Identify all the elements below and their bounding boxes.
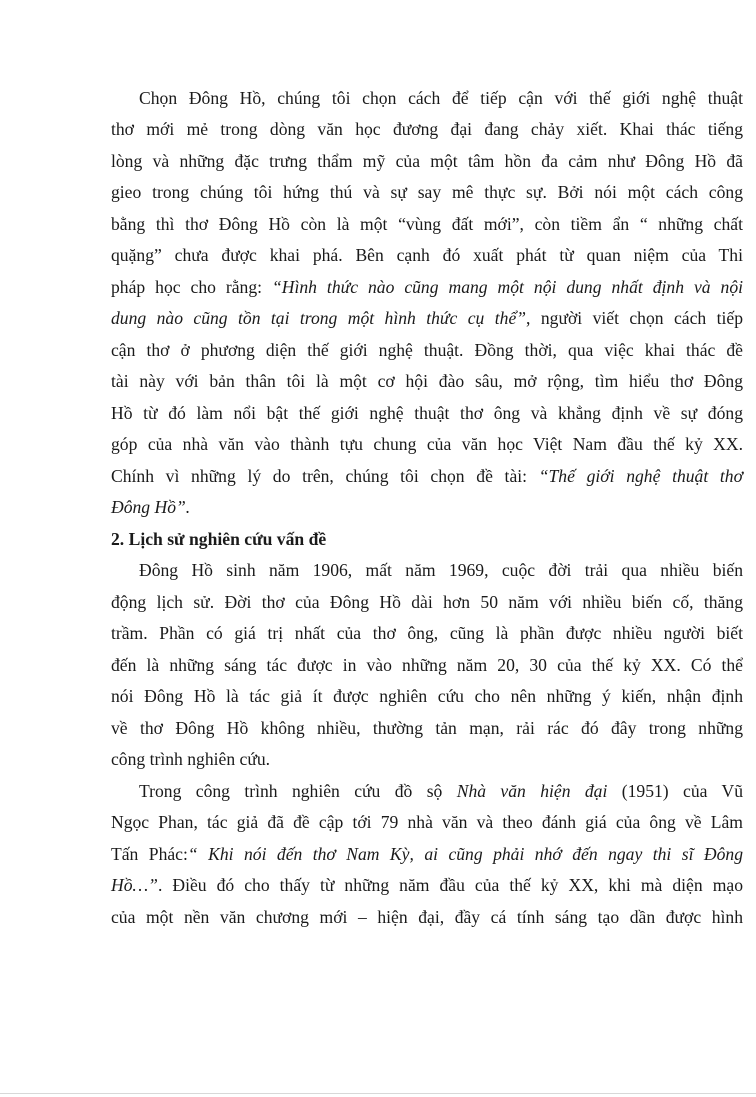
text-line: đến là những sáng tác được in vào những năm 20, 30 của thế kỷ XX. Có thể xyxy=(111,655,743,675)
text-line xyxy=(111,874,743,896)
text-run: pháp học cho rằng: xyxy=(111,277,272,297)
text-line: Đông Hồ sinh năm 1906, mất năm 1969, cuộc đời trải qua nhiều biến xyxy=(139,560,743,580)
italic-quote: dung nào cũng tồn tại trong một hình thức cụ thể” xyxy=(111,308,527,328)
text-line: gieo trong chúng tôi hứng thú và sự say mê thực sự. Bởi nói một cách công xyxy=(111,182,743,202)
text-line: động lịch sử. Đời thơ của Đông Hồ dài hơn 50 năm với nhiều biến cố, thăng xyxy=(111,592,743,612)
text-line xyxy=(111,843,743,865)
text-line: công trình nghiên cứu. xyxy=(111,749,271,769)
text-run: Tấn Phác: xyxy=(111,844,188,864)
text-line xyxy=(139,780,743,802)
text-line xyxy=(111,276,743,298)
section-heading: 2. Lịch sử nghiên cứu vấn đề xyxy=(111,529,327,549)
text-line: Hồ từ đó làm nổi bật thế giới nghệ thuật thơ ông và khẳng định về sự đóng xyxy=(111,403,743,423)
text-line: về thơ Đông Hồ không nhiều, thường tản mạn, rải rác đó đây trong những xyxy=(111,718,743,738)
text-run: Trong công trình nghiên cứu đồ sộ xyxy=(139,781,457,801)
text-line: của một nền văn chương mới – hiện đại, đầy cá tính sáng tạo dần được hình xyxy=(111,907,743,927)
text-line: góp của nhà văn vào thành tựu chung của văn học Việt Nam đầu thế kỷ XX. xyxy=(111,434,743,454)
text-line xyxy=(111,465,743,487)
text-run: . Điều đó cho thấy từ những năm đầu của thế kỷ XX, khi mà diện mạo xyxy=(157,875,743,895)
text-run: (1951) của Vũ xyxy=(607,781,743,801)
italic-title: “Thế giới nghệ thuật thơ xyxy=(538,466,743,486)
italic-quote: “ Khi nói đến thơ Nam Kỳ, ai cũng phải nhớ đến ngay thi sĩ Đông xyxy=(187,844,743,864)
text-line: cận thơ ở phương diện thế giới nghệ thuật. Đồng thời, qua việc khai thác đề xyxy=(111,340,743,360)
text-line: Chọn Đông Hồ, chúng tôi chọn cách để tiếp cận với thế giới nghệ thuật xyxy=(139,88,743,108)
text-line: bằng thì thơ Đông Hồ còn là một “vùng đất mới”, còn tiềm ẩn “ những chất xyxy=(111,214,743,234)
text-line xyxy=(111,496,743,518)
text-line: trầm. Phần có giá trị nhất của thơ ông, cũng là phần được nhiều người biết xyxy=(111,623,743,643)
page-bottom-edge xyxy=(0,1093,756,1094)
italic-book-title: Nhà văn hiện đại xyxy=(456,781,608,801)
text-line xyxy=(111,307,743,329)
italic-quote: “Hình thức nào cũng mang một nội dung nhất định và nội xyxy=(272,277,744,297)
text-run: , người viết chọn cách tiếp xyxy=(526,308,743,328)
text-line: nói Đông Hồ là tác giả ít được nghiên cứu cho nên những ý kiến, nhận định xyxy=(111,686,743,706)
text-line: Ngọc Phan, tác giả đã đề cập tới 79 nhà văn và theo đánh giá của ông về Lâm xyxy=(111,812,743,832)
italic-title: Đông Hồ”. xyxy=(111,497,191,517)
text-line: quặng” chưa được khai phá. Bên cạnh đó xuất phát từ quan niệm của Thi xyxy=(111,245,743,265)
text-line: thơ mới mẻ trong dòng văn học đương đại đang chảy xiết. Khai thác tiếng xyxy=(111,119,743,139)
text-line: tài này với bản thân tôi là một cơ hội đào sâu, mở rộng, tìm hiểu thơ Đông xyxy=(111,371,743,391)
italic-quote: Hồ…” xyxy=(111,875,158,895)
text-line: lòng và những đặc trưng thẩm mỹ của một tâm hồn đa cảm như Đông Hồ đã xyxy=(111,151,743,171)
text-run: Chính vì những lý do trên, chúng tôi chọn đề tài: xyxy=(111,466,539,486)
